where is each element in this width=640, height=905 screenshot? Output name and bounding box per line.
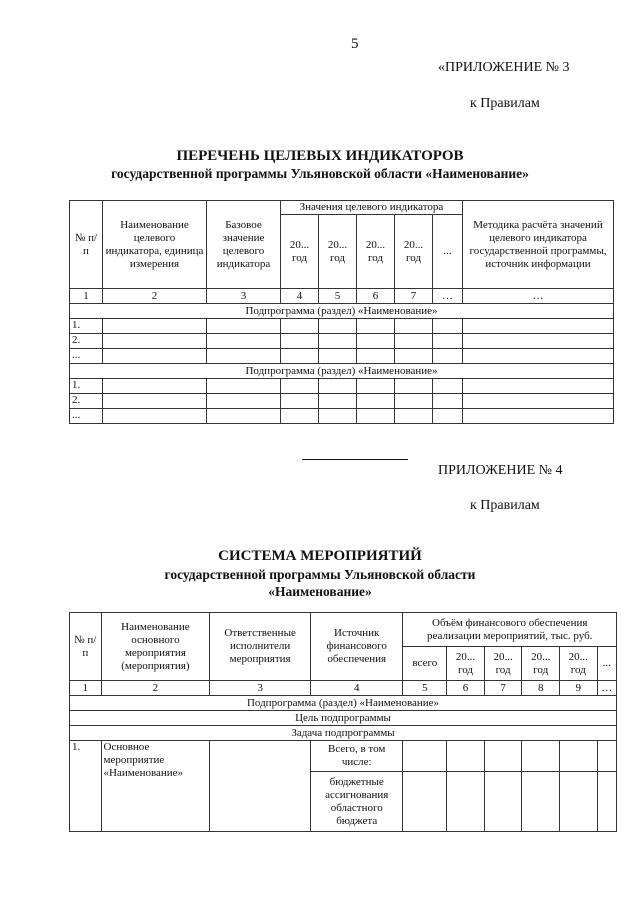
appendix3-title: «ПРИЛОЖЕНИЕ № 3	[438, 60, 570, 75]
appendix3-heading: ПЕРЕЧЕНЬ ЦЕЛЕВЫХ ИНДИКАТОРОВ	[176, 148, 464, 164]
column-number: 2	[103, 289, 207, 304]
table-row	[70, 379, 614, 394]
year-more-header: ...	[433, 215, 463, 289]
col-base-header: Базовое значение целевого индикатора	[207, 201, 281, 289]
appendix4-subheading: государственной программы Ульяновской области	[164, 567, 476, 582]
column-number: 1	[70, 681, 102, 696]
activities-table	[69, 612, 617, 832]
year-header: 20... год	[395, 215, 433, 289]
column-number: 7	[395, 289, 433, 304]
table-row	[70, 349, 614, 364]
col-name-header: Наименование целевого индикатора, единица измерения	[103, 201, 207, 289]
row-source-budget: бюджетные ассигнования областного бюджета	[310, 772, 403, 832]
appendix4-subheading-name: «Наименование»	[268, 584, 372, 599]
appendix3-subheading: государственной программы Ульяновской области «Наименование»	[111, 166, 529, 181]
row-source-total: Всего, в том числе:	[310, 741, 403, 772]
goal-row: Цель подпрограммы	[70, 711, 617, 726]
row-number: ...	[70, 409, 103, 424]
column-number: 7	[484, 681, 522, 696]
column-number: …	[463, 289, 614, 304]
col-method-header: Методика расчёта значений целевого индикатора государственной программы, источник информации	[463, 201, 614, 289]
row-number: 1.	[70, 319, 103, 334]
col-values-header: Значения целевого индикатора	[281, 201, 463, 215]
appendix4-title: ПРИЛОЖЕНИЕ № 4	[438, 463, 563, 478]
column-number: 4	[281, 289, 319, 304]
row-number: ...	[70, 349, 103, 364]
column-number: …	[597, 681, 616, 696]
column-number: 6	[357, 289, 395, 304]
table-row	[70, 741, 617, 772]
task-row: Задача подпрограммы	[70, 726, 617, 741]
separator-line	[302, 459, 408, 460]
year-more-header: ...	[597, 647, 616, 681]
col-exec-header: Ответственные исполнители мероприятия	[210, 613, 311, 681]
table-row	[70, 409, 614, 424]
column-number: 2	[101, 681, 210, 696]
col-num-header: № п/п	[70, 201, 103, 289]
row-number: 1.	[70, 379, 103, 394]
total-header: всего	[403, 647, 447, 681]
year-header: 20... год	[522, 647, 560, 681]
subprogram-row: Подпрограмма (раздел) «Наименование»	[70, 364, 614, 379]
column-number: 5	[319, 289, 357, 304]
table-row	[70, 394, 614, 409]
column-number: 1	[70, 289, 103, 304]
column-number: 5	[403, 681, 447, 696]
subprogram-row: Подпрограмма (раздел) «Наименование»	[70, 696, 617, 711]
column-number: 9	[560, 681, 598, 696]
year-header: 20... год	[319, 215, 357, 289]
row-number: 2.	[70, 394, 103, 409]
row-number: 2.	[70, 334, 103, 349]
year-header: 20... год	[560, 647, 598, 681]
row-name: Основное мероприятие «Наименование»	[101, 741, 210, 832]
appendix4-subtitle: к Правилам	[470, 498, 540, 513]
column-number: 6	[447, 681, 485, 696]
appendix4-heading: СИСТЕМА МЕРОПРИЯТИЙ	[218, 548, 422, 564]
row-number: 1.	[70, 741, 102, 832]
page-number: 5	[351, 36, 359, 52]
column-number: 3	[207, 289, 281, 304]
year-header: 20... год	[281, 215, 319, 289]
column-number: 8	[522, 681, 560, 696]
subprogram-row: Подпрограмма (раздел) «Наименование»	[70, 304, 614, 319]
column-number: …	[433, 289, 463, 304]
col-name-header: Наименование основного мероприятия (мероприятия)	[101, 613, 210, 681]
year-header: 20... год	[357, 215, 395, 289]
year-header: 20... год	[484, 647, 522, 681]
table-row	[70, 319, 614, 334]
table-row	[70, 334, 614, 349]
column-number: 4	[310, 681, 403, 696]
indicators-table	[69, 200, 614, 424]
col-funding-header: Объём финансового обеспечения реализации мероприятий, тыс. руб.	[403, 613, 617, 647]
col-source-header: Источник финансового обеспечения	[310, 613, 403, 681]
year-header: 20... год	[447, 647, 485, 681]
appendix3-subtitle: к Правилам	[470, 96, 540, 111]
col-num-header: № п/п	[70, 613, 102, 681]
column-number: 3	[210, 681, 311, 696]
